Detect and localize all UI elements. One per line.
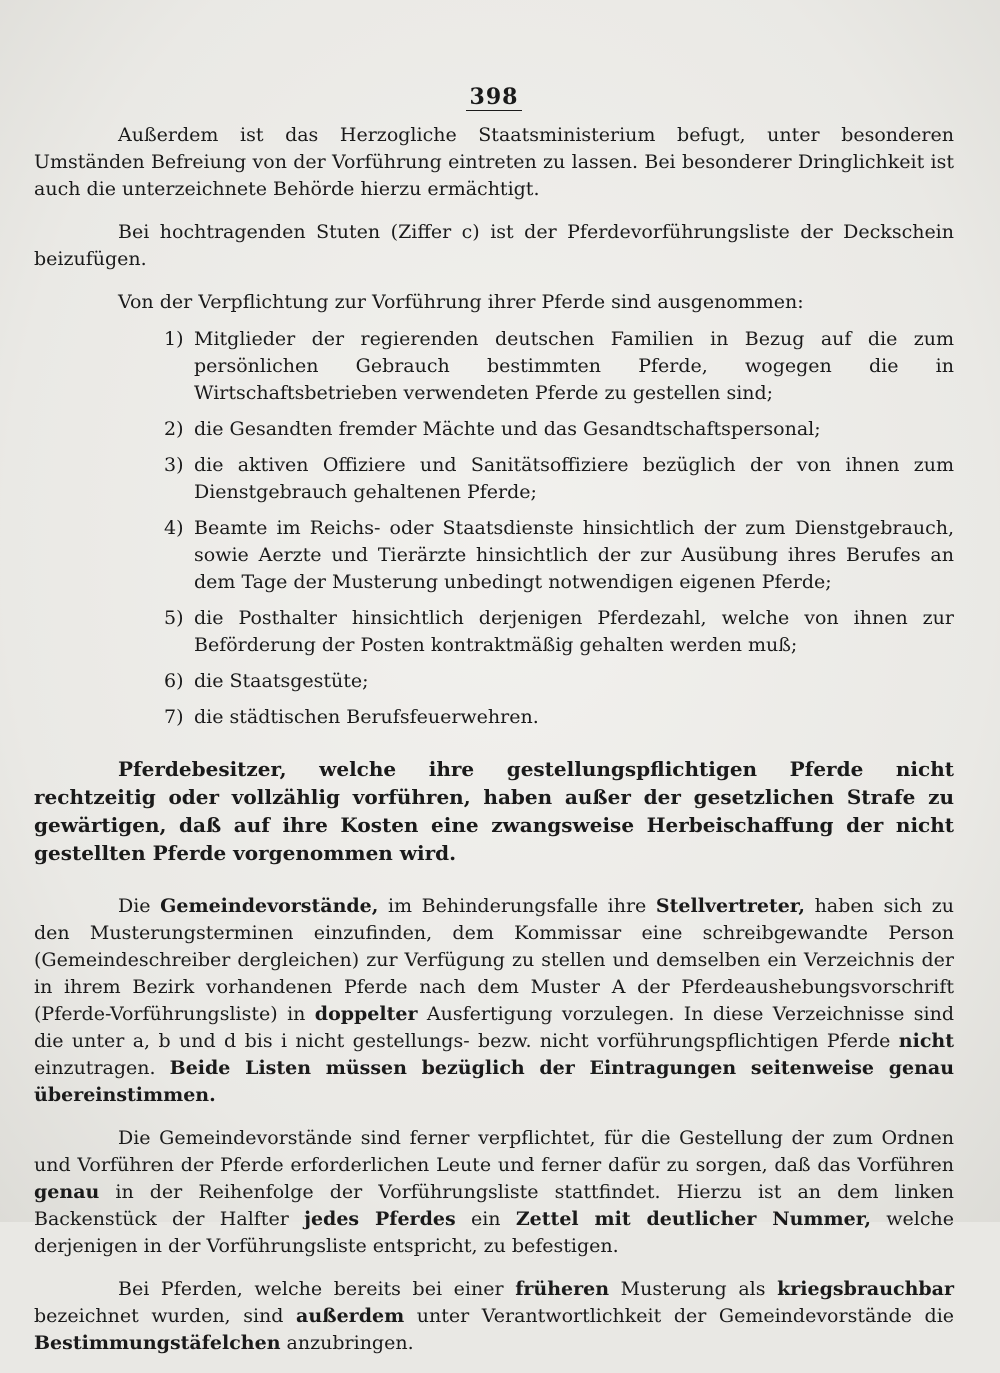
paragraph-ausnahmen-intro: Von der Verpflichtung zur Vorführung ihrer Pferde sind ausgenommen: — [118, 291, 804, 313]
exemption-list — [34, 326, 954, 731]
paragraph-gemeindevorstaende: Die Gemeindevorstände, im Behinderungsfalle ihre Stellvertreter, haben sich zu den Musterungsterminen einzufinden, dem Kommissar eine schreibgewandte Person (Gemeindeschreiber dergleichen) zur Verfügung zu stellen und demselben ein Verzeichnis der in ihrem Bezirk vorhandenen Pferde nach dem Muster A der Pferdeaushebungsvorschrift (Pferde-Vorführungsliste) in doppelter Ausfertigung vorzulegen. In diese Verzeichnisse sind die unter a, b und d bis i nicht gestellungs- bezw. nicht vorführungspflichtigen Pferde nicht einzutragen. Beide Listen müssen bezüglich der Eintragungen seitenweise genau übereinstimmen. — [34, 895, 955, 1106]
exemption-item: 1) Mitglieder der regierenden deutschen Familien in Bezug auf die zum persönlichen Gebrauch bestimmten Pferde, wogegen die in Wirtschaftsbetrieben verwendeten Pferde zu gestellen sind; — [164, 328, 954, 404]
paragraph-deckschein: Bei hochtragenden Stuten (Ziffer c) ist der Pferdevorführungsliste der Deckschein beizufügen. — [34, 221, 954, 270]
exemption-item: 6) die Staatsgestüte; — [164, 670, 369, 692]
paragraph-bestimmungstaefelchen: Bei Pferden, welche bereits bei einer früheren Musterung als kriegsbrauchbar bezeichnet wurden, sind außerdem unter Verantwortlichkeit der Gemeindevorstände die Bestimmungstäfelchen anzubringen. — [34, 1278, 955, 1354]
exemption-item: 5) die Posthalter hinsichtlich derjenigen Pferdezahl, welche von ihnen zur Beförderung der Posten kontraktmäßig gehalten werden muß; — [164, 607, 954, 656]
paragraph-befugnis: Außerdem ist das Herzogliche Staatsministerium befugt, unter besonderen Umständen Befreiung von der Vorführung eintreten zu lassen. Bei besonderer Dringlichkeit ist auch die unterzeichnete Behörde hierzu ermächtigt. — [34, 124, 954, 200]
page-content — [34, 80, 954, 1373]
page-number: 398 — [34, 80, 954, 114]
exemption-item: 7) die städtischen Berufsfeuerwehren. — [164, 706, 539, 728]
paragraph-warning: Pferdebesitzer, welche ihre gestellungspflichtigen Pferde nicht rechtzeitig oder vollzählig vorführen, haben außer der gesetzlichen Strafe zu gewärtigen, daß auf ihre Kosten eine zwangsweise Herbeischaffung der nicht gestellten Pferde vorgenommen wird. — [34, 757, 954, 865]
exemption-item: 3) die aktiven Offiziere und Sanitätsoffiziere bezüglich der von ihnen zum Dienstgebrauch gehaltenen Pferde; — [164, 454, 954, 503]
exemption-item: 4) Beamte im Reichs- oder Staatsdienste hinsichtlich der zum Dienstgebrauch, sowie Aerzte und Tierärzte hinsichtlich der zur Ausübung ihres Berufes an dem Tage der Musterung unbedingt notwendigen eigenen Pferde; — [164, 517, 954, 593]
paragraph-ordnung: Die Gemeindevorstände sind ferner verpflichtet, für die Gestellung der zum Ordnen und Vorführen der Pferde erforderlichen Leute und ferner dafür zu sorgen, daß das Vorführen genau in der Reihenfolge der Vorführungsliste stattfindet. Hierzu ist an dem linken Backenstück der Halfter jedes Pferdes ein Zettel mit deutlicher Nummer, welche derjenigen in der Vorführungsliste entspricht, zu befestigen. — [34, 1127, 954, 1257]
exemption-item: 2) die Gesandten fremder Mächte und das Gesandtschaftspersonal; — [164, 418, 821, 440]
